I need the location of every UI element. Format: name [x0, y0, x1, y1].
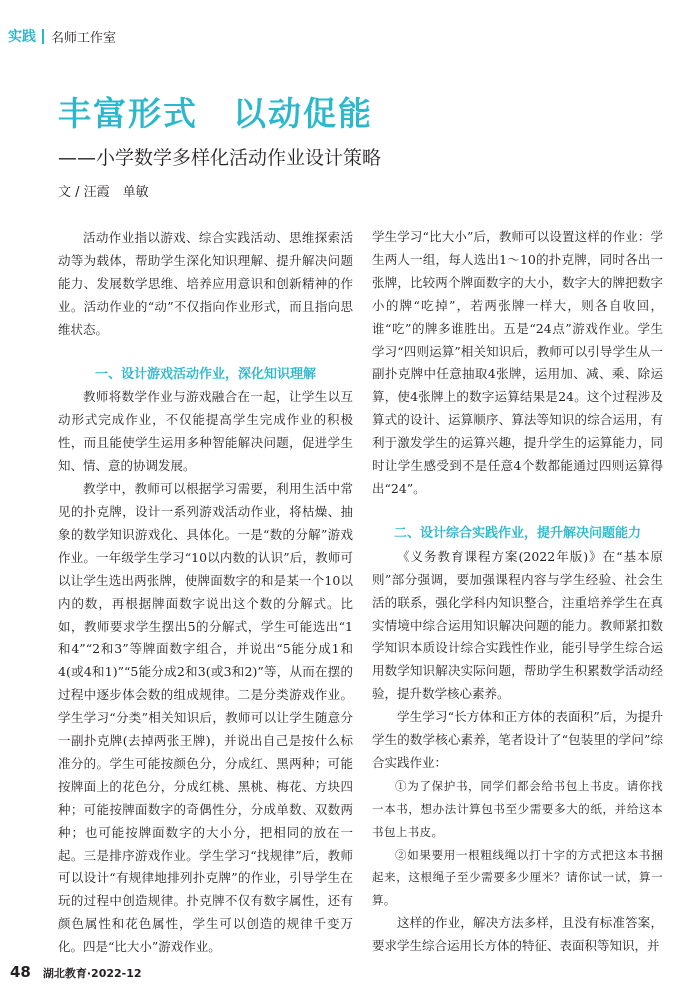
- journal-name: 湖北教育·2022-12: [42, 967, 142, 980]
- section-label: 实践: [8, 29, 36, 45]
- header-divider: [42, 29, 44, 44]
- page-header: [8, 26, 116, 46]
- section-heading-1: 一、设计游戏活动作业，深化知识理解: [94, 366, 316, 382]
- article-title: 丰富形式 以动促能: [58, 94, 373, 133]
- article-author: 文 / 汪霞 单敏: [58, 185, 149, 200]
- task-item-1: ①为了保护书，同学们都会给书包上书皮。请你找一本书，想办法计算包书至少需要多大的纸，并给这本书包上书皮。: [372, 778, 663, 839]
- section-heading-2: 二、设计综合实践作业，提升解决问题能力: [393, 525, 641, 541]
- page-number: 48: [10, 963, 31, 981]
- paragraph: 教学中，教师可以根据学习需要，利用生活中常见的扑克牌，设计一系列游戏活动作业，将枯燥、抽象的数学知识游戏化、具体化。一是“数的分解”游戏作业。一年级学生学习“10以内数的认识”后，教师可以让学生选出两张牌，使牌面数字的和是某一个10以内的数，再根据牌面数字说出这个数的分解式。比如，教师要求学生摆出5的分解式，学生可能选出“1和4”“2和3”等牌面数字组合，并说出“5能分成1和4(或4和1)”“5能分成2和3(或3和2)”等，从而在摆的过程中逐步体会数的组成规律。二是分类游戏作业。学生学习“分类”相关知识后，教师可以让学生随意分一副扑克牌(去掉两张王牌)，并说出自己是按什么标准分的。学生可能按颜色分，分成红、黑两种；可能按牌面上的花色分，分成红桃、黑桃、梅花、方块四种；可能按牌面数字的奇偶性分，分成单数、双数两种；也可能按牌面数字的大小分，把相同的放在一起。三是排序游戏作业。学生学习“找规律”后，教师可以设计“有规律地排列扑克牌”的作业，引导学生在玩的过程中创造规律。扑克牌不仅有数字属性，还有颜色属性和花色属性，学生可以创造的规律千变万化。四是“比大小”游戏作业。: [58, 481, 353, 955]
- task-item-2: ②如果要用一根粗线绳以打十字的方式把这本书捆起来，这根绳子至少需要多少厘米？请你试一试，算一算。: [372, 847, 663, 908]
- paragraph-continuation: 学生学习“比大小”后，教师可以设置这样的作业：学生两人一组，每人选出1～10的扑克牌，同时各出一张牌，比较两个牌面数字的大小，数字大的牌把数字小的牌“吃掉”，若两张牌一样大，则各自收回，谁“吃”的牌多谁胜出。五是“24点”游戏作业。学生学习“四则运算”相关知识后，教师可以引导学生从一副扑克牌中任意抽取4张牌，运用加、减、乘、除运算，使4张牌上的数字运算结果是24。这个过程涉及算式的设计、运算顺序、算法等知识的综合运用，有利于激发学生的运算兴趣，提升学生的运算能力，同时让学生感受到不是任意4个数都能通过四则运算得出“24”。: [372, 229, 663, 496]
- paragraph: 学生学习“长方体和正方体的表面积”后，为提升学生的数学核心素养，笔者设计了“包装里的学问”综合实践作业：: [372, 709, 663, 770]
- right-column: [372, 226, 663, 958]
- intro-paragraph: 活动作业指以游戏、综合实践活动、思维探索活动等为载体，帮助学生深化知识理解、提升解决问题能力、发展数学思维、培养应用意识和创新精神的作业。活动作业的“动”不仅指向作业形式，而且指向思维状态。: [58, 230, 353, 337]
- article-subtitle: ——小学数学多样化活动作业设计策略: [58, 147, 382, 169]
- left-column: [58, 227, 353, 959]
- paragraph: 教师将数学作业与游戏融合在一起，让学生以互动形式完成作业，不仅能提高学生完成作业的积极性，而且能使学生运用多种智能解决问题，促进学生知、情、意的协调发展。: [58, 389, 353, 474]
- page-footer: [10, 963, 142, 981]
- spacer: [372, 501, 663, 523]
- paragraph: 《义务教育课程方案(2022年版)》在“基本原则”部分强调，要加强课程内容与学生经验、社会生活的联系，强化学科内知识整合，注重培养学生在真实情境中综合运用知识解决问题的能力。教师紧扣数学知识本质设计综合实践性作业，能引导学生综合运用数学知识解决实际问题，帮助学生积累数学活动经验，提升数学核心素养。: [372, 548, 663, 702]
- column-label: 名师工作室: [51, 30, 117, 46]
- spacer: [58, 342, 353, 364]
- paragraph: 这样的作业，解决方法多样，且没有标准答案，要求学生综合运用长方体的特征、表面积等知识，并: [372, 915, 663, 954]
